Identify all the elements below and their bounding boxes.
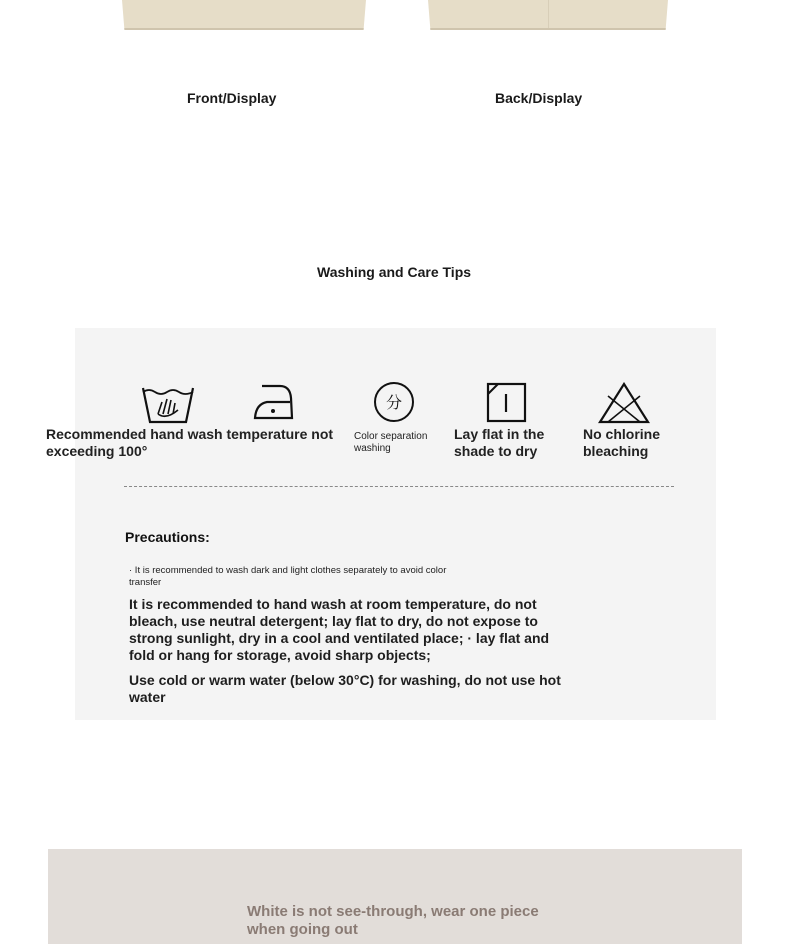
dashed-divider bbox=[124, 486, 674, 487]
care-section-title: Washing and Care Tips bbox=[317, 264, 472, 280]
front-garment-image bbox=[122, 0, 366, 30]
color-separation-caption: Color separation washing bbox=[354, 431, 428, 454]
precaution-item: It is recommended to hand wash at room temperature, do not bleach, use neutral detergent; lay flat to dry, do not expose to strong sunlight, dry in a cool and ventilated place; · lay flat and fold or hang for storage, avoid sharp objects; bbox=[129, 596, 550, 663]
lay-flat-dry-icon bbox=[486, 382, 528, 424]
no-bleach-icon bbox=[598, 382, 650, 424]
back-display-label: Back/Display bbox=[495, 90, 583, 106]
promo-banner-text: White is not see-through, wear one piece when going out bbox=[247, 903, 539, 938]
hand-wash-caption: Recommended hand wash temperature not exceeding 100° bbox=[46, 426, 334, 459]
no-bleach-caption: No chlorine bleaching bbox=[583, 426, 661, 459]
separate-wash-glyph: 分 bbox=[385, 393, 403, 412]
separate-wash-icon bbox=[373, 381, 415, 423]
precaution-item: · It is recommended to wash dark and light clothes separately to avoid color transfer bbox=[129, 565, 447, 588]
precaution-item: Use cold or warm water (below 30°C) for washing, do not use hot water bbox=[129, 672, 561, 705]
front-display-label: Front/Display bbox=[187, 90, 277, 106]
lay-flat-caption: Lay flat in the shade to dry bbox=[454, 426, 545, 459]
iron-icon bbox=[252, 384, 294, 422]
hand-wash-icon bbox=[140, 384, 196, 426]
precautions-title: Precautions: bbox=[125, 529, 210, 545]
back-garment-image bbox=[428, 0, 668, 30]
